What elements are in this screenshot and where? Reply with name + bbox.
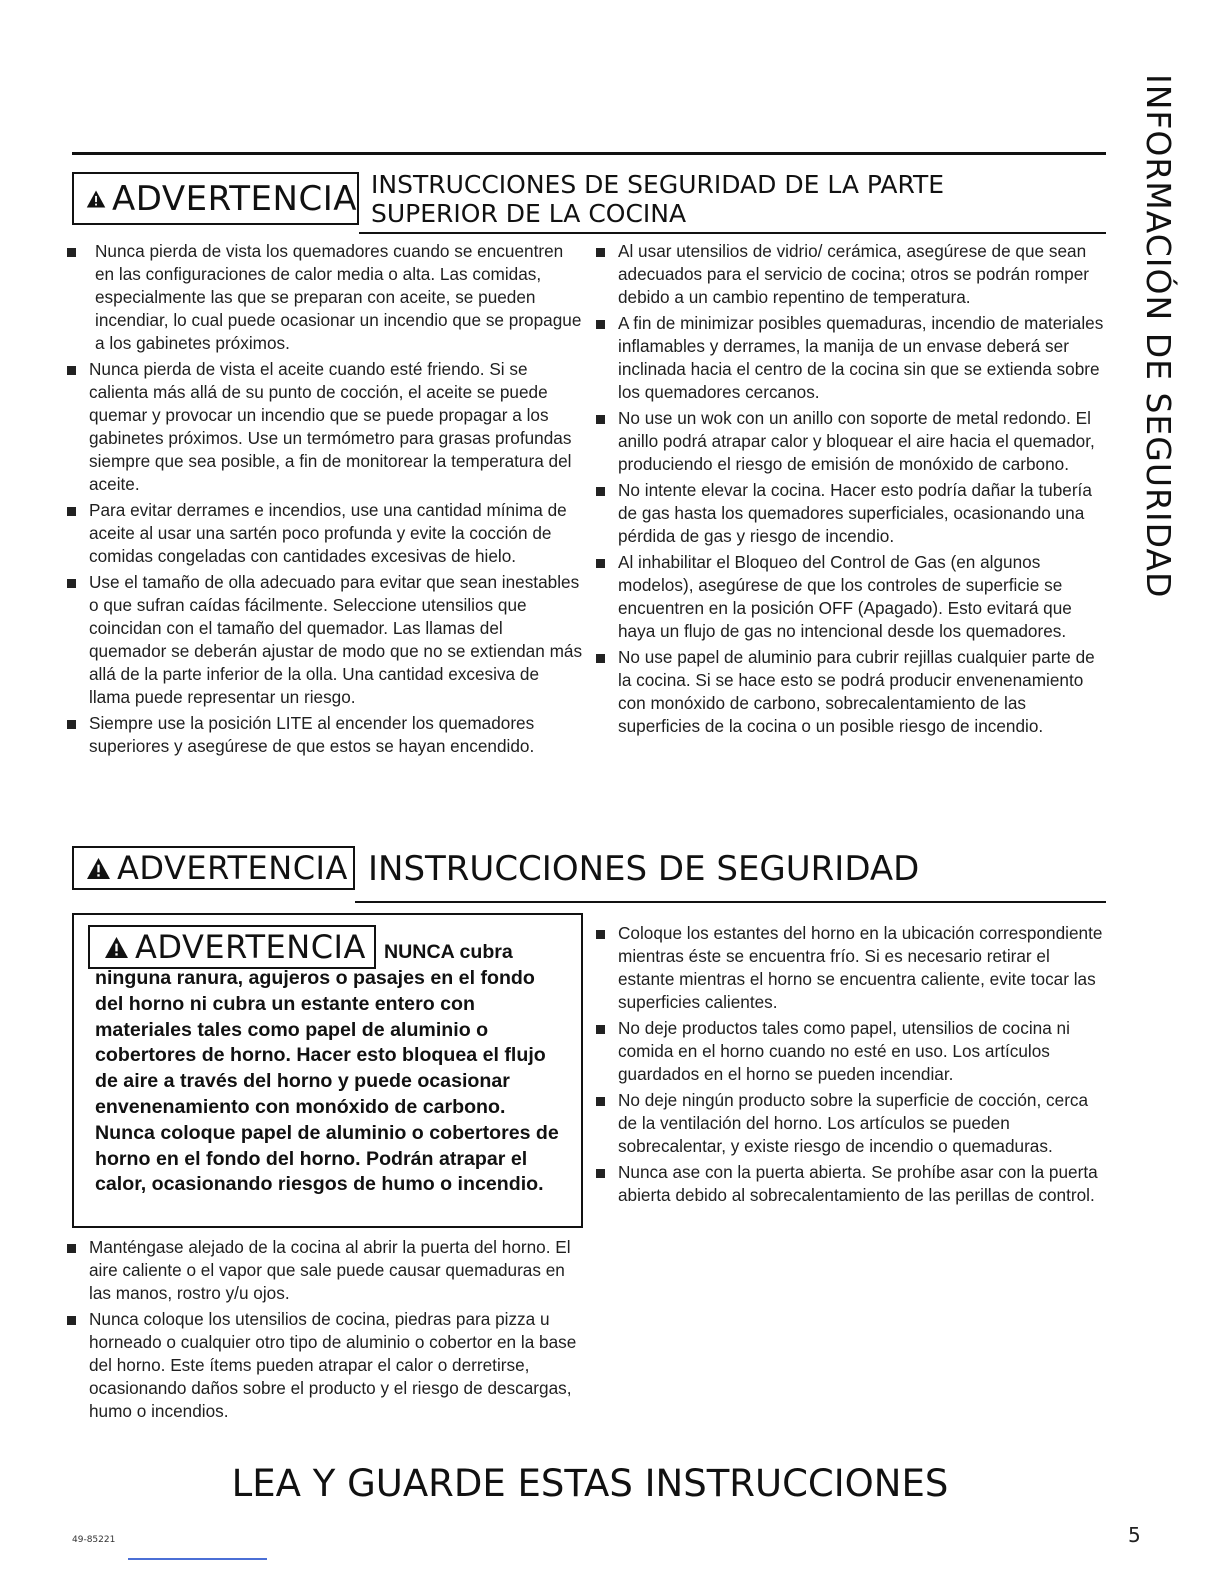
section1-top-rule: [72, 152, 1106, 155]
list-item: Siempre use la posición LITE al encender los quemadores superiores y asegúrese de que estos se hayan encendido.: [65, 712, 583, 758]
section2-right-list: [594, 922, 1110, 1210]
list-item: No intente elevar la cocina. Hacer esto podría dañar la tubería de gas hasta los quemadores superficiales, ocasionando una pérdida de gas y riesgo de incendio.: [594, 479, 1110, 548]
inner-warning-badge: [88, 925, 376, 969]
page-number: 5: [1128, 1523, 1141, 1547]
section1-badge-label: ADVERTENCIA: [112, 178, 357, 219]
side-tab-label: INFORMACIÓN DE SEGURIDAD: [1139, 74, 1178, 599]
inner-warning-text: ninguna ranura, agujeros o pasajes en el fondo del horno ni cubra un estante entero con materiales tales como papel de aluminio o cobertores de horno. Hacer esto bloquea el flujo de aire a través del horno y puede ocasionar envenenamiento con monóxido de carbono. Nunca coloque papel de aluminio o cobertores de horno en el fondo del horno. Podrán atrapar el calor, ocasionando riesgos de humo o incendio.: [95, 967, 559, 1196]
side-tab: [1139, 74, 1178, 630]
section1-title-line1: INSTRUCCIONES DE SEGURIDAD DE LA PARTE: [371, 170, 945, 199]
list-item: No deje productos tales como papel, utensilios de cocina ni comida en el horno cuando no esté en uso. Los artículos guardados en el horno se pueden incendiar.: [594, 1017, 1110, 1086]
section1-title: [371, 170, 944, 228]
inner-warning-badge-label: ADVERTENCIA: [135, 928, 366, 966]
list-item: Manténgase alejado de la cocina al abrir la puerta del horno. El aire caliente o el vapor que sale puede causar quemaduras en las manos, rostro y/u ojos.: [65, 1236, 583, 1305]
list-item: No deje ningún producto sobre la superficie de cocción, cerca de la ventilación del horno. Los artículos se pueden sobrecalentar, y existe riesgo de incendio o quemaduras.: [594, 1089, 1110, 1158]
section2-title-rule: [355, 901, 1106, 903]
list-item: Coloque los estantes del horno en la ubicación correspondiente mientras éste se encuentra frío. Si es necesario retirar el estante mientras el horno se encuentra caliente, evite tocar las superficies calientes.: [594, 922, 1110, 1014]
footer-title: LEA Y GUARDE ESTAS INSTRUCCIONES: [231, 1462, 949, 1505]
section2-warning-badge: [72, 846, 355, 890]
list-item: Al inhabilitar el Bloqueo del Control de Gas (en algunos modelos), asegúrese de que los controles de superficie se encuentren en la posición OFF (Apagado). Esto evitará que haya un flujo de gas no intencional desde los quemadores.: [594, 551, 1110, 643]
list-item: Nunca ase con la puerta abierta. Se prohíbe asar con la puerta abierta debido al sobrecalentamiento de las perillas de control.: [594, 1161, 1110, 1207]
list-item: No use un wok con un anillo con soporte de metal redondo. El anillo podrá atrapar calor y bloquear el aire hacia el quemador, produciendo el riesgo de emisión de monóxido de carbono.: [594, 407, 1110, 476]
list-item: Use el tamaño de olla adecuado para evitar que sean inestables o que sufran caídas fácilmente. Seleccione utensilios que coincidan con el tamaño del quemador. Las llamas del quemador se deberán ajustar de modo que no se extiendan más allá de la parte inferior de la olla. Una cantidad excesiva de llama puede representar un riesgo.: [65, 571, 583, 709]
list-item: Para evitar derrames e incendios, use una cantidad mínima de aceite al usar una sartén poco profunda y evite la cocción de comidas congeladas con cantidades excesivas de hielo.: [65, 499, 583, 568]
list-item: Nunca coloque los utensilios de cocina, piedras para pizza u horneado o cualquier otro tipo de aluminio o cobertor en la base del horno. Este ítems pueden atrapar el calor o derretirse, ocasionando daños sobre el producto y el riesgo de descargas, humo o incendios.: [65, 1308, 583, 1423]
bottom-link-line: [128, 1558, 267, 1560]
list-item: Al usar utensilios de vidrio/ cerámica, asegúrese de que sean adecuados para el servicio de cocina; otros se podrán romper debido a un cambio repentino de temperatura.: [594, 240, 1110, 309]
section1-warning-badge: [72, 172, 359, 225]
warning-triangle-icon: [86, 187, 106, 211]
section1-title-rule: [359, 232, 1106, 234]
section2-title: INSTRUCCIONES DE SEGURIDAD: [368, 849, 920, 889]
section2-badge-label: ADVERTENCIA: [117, 849, 348, 887]
list-item: Nunca pierda de vista el aceite cuando esté friendo. Si se calienta más allá de su punto de cocción, el aceite se puede quemar y provocar un incendio que se puede propagar a los gabinetes próximos. Use un termómetro para grasas profundas siempre que sea posible, a fin de monitorear la temperatura del aceite.: [65, 358, 583, 496]
section1-left-list: [65, 240, 583, 761]
doc-number: 49-85221: [72, 1535, 116, 1545]
section2-left-list: [65, 1236, 583, 1426]
warning-triangle-icon: [86, 857, 111, 880]
list-item: A fin de minimizar posibles quemaduras, incendio de materiales inflamables y derrames, la manija de un envase deberá ser inclinada hacia el centro de la cocina sin que se extienda sobre los quemadores cercanos.: [594, 312, 1110, 404]
inner-warning-lead: NUNCA cubra: [384, 941, 513, 963]
section1-right-list: [594, 240, 1110, 741]
section1-title-line2: SUPERIOR DE LA COCINA: [371, 199, 687, 228]
warning-triangle-icon: [104, 936, 129, 959]
list-item: Nunca pierda de vista los quemadores cuando se encuentren en las configuraciones de calor media o alta. Las comidas, especialmente las que se preparan con aceite, se pueden incendiar, lo cual puede ocasionar un incendio que se propague a los gabinetes próximos.: [65, 240, 583, 355]
list-item: No use papel de aluminio para cubrir rejillas cualquier parte de la cocina. Si se hace esto se podrá producir envenenamiento con monóxido de carbono, sobrecalentamiento de las superficies de la cocina o un posible riesgo de incendio.: [594, 646, 1110, 738]
